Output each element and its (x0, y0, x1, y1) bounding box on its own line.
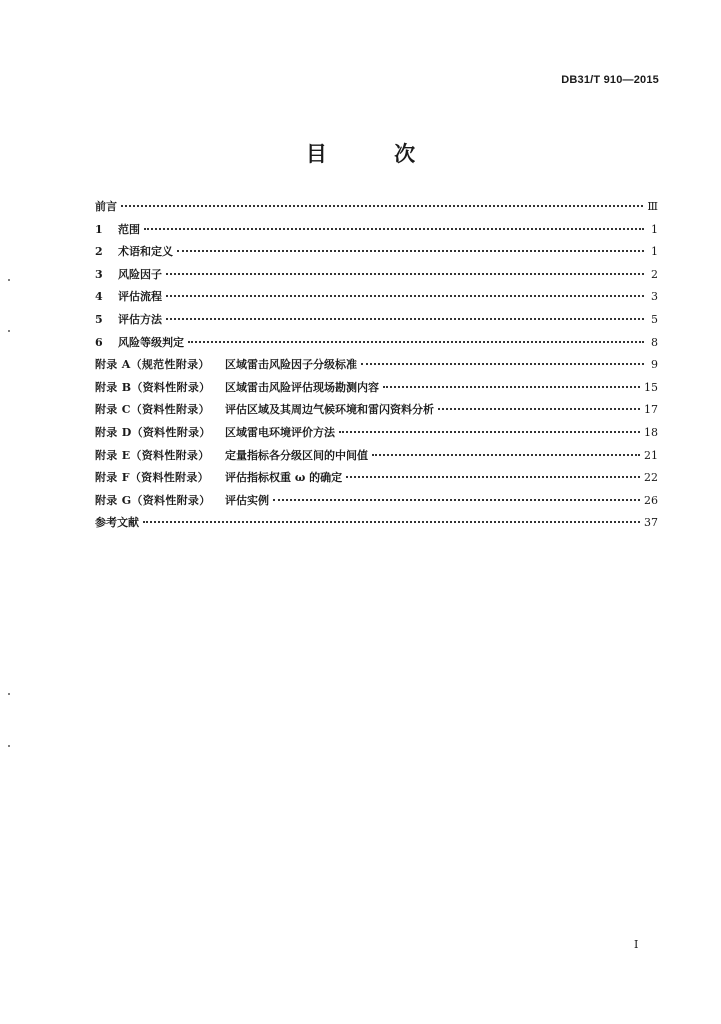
toc-entry (95, 266, 658, 289)
toc-entry-page: 1 (651, 245, 658, 259)
toc-entry-number: 6 (95, 335, 103, 349)
toc-entry (95, 334, 658, 357)
toc-entry-label: 范围 (118, 222, 140, 236)
scan-speck (8, 330, 10, 332)
toc-entry-number: 1 (95, 222, 103, 236)
toc-entry (95, 311, 658, 334)
scan-speck (8, 693, 10, 695)
toc-appendix-label: 附录 B（资料性附录） (95, 380, 211, 394)
dot-leader (144, 228, 644, 230)
toc-entry-label: 风险因子 (118, 267, 162, 281)
toc-entry-number: 4 (95, 290, 103, 304)
toc-entry-number: 5 (95, 312, 103, 326)
toc-entry-page: 8 (651, 335, 658, 349)
toc-entry-page: 22 (644, 471, 658, 485)
toc-entry (95, 447, 658, 470)
toc-entry-number: 3 (95, 267, 103, 281)
toc-entry-label: 定量指标各分级区间的中间值 (225, 448, 368, 462)
toc-entry-label: 评估流程 (118, 290, 162, 304)
dot-leader (339, 431, 640, 433)
toc-entry (95, 356, 658, 379)
toc-entry-label: 区域雷击风险因子分级标准 (225, 358, 357, 372)
toc-appendix-label: 附录 G（资料性附录） (95, 493, 211, 507)
toc-entry-page: 21 (644, 448, 658, 462)
dot-leader (188, 341, 644, 343)
toc-entry-page: 15 (644, 380, 658, 394)
page-title: 目 次 (305, 141, 446, 166)
dot-leader (166, 273, 644, 275)
toc-entry (95, 288, 658, 311)
scan-speck (8, 279, 10, 281)
toc-entry-label: 风险等级判定 (118, 335, 184, 349)
toc-entry (95, 492, 658, 515)
page-number: I (634, 938, 639, 951)
dot-leader (121, 205, 643, 207)
dot-leader (143, 521, 640, 523)
document-code: DB31/T 910—2015 (561, 74, 659, 86)
toc-entry-label: 评估指标权重 ω 的确定 (225, 471, 343, 485)
toc-appendix-label: 附录 A（规范性附录） (95, 358, 210, 372)
toc-entry-label: 评估区域及其周边气候环境和雷闪资料分析 (225, 403, 434, 417)
dot-leader (438, 408, 640, 410)
toc-entry (95, 424, 658, 447)
toc-entry-page: 2 (651, 267, 658, 281)
toc-entry-label: 术语和定义 (118, 245, 173, 259)
toc-entry-label: 评估实例 (225, 493, 269, 507)
toc-entry-page: 17 (644, 403, 658, 417)
dot-leader (383, 386, 640, 388)
toc-entry (95, 379, 658, 402)
toc-entry-page: 5 (651, 312, 658, 326)
dot-leader (177, 250, 644, 252)
toc-entry-page: 18 (644, 425, 658, 439)
toc-entry-label: 前言 (95, 200, 117, 213)
toc-entry-page: 37 (644, 516, 658, 530)
table-of-contents (95, 198, 658, 537)
toc-appendix-label: 附录 E（资料性附录） (95, 448, 210, 462)
dot-leader (166, 295, 644, 297)
toc-appendix-label: 附录 F（资料性附录） (95, 471, 209, 485)
toc-entry (95, 221, 658, 244)
toc-appendix-label: 附录 D（资料性附录） (95, 425, 211, 439)
toc-entry (95, 243, 658, 266)
dot-leader (346, 476, 640, 478)
dot-leader (372, 454, 640, 456)
toc-entry-number: 2 (95, 245, 103, 259)
toc-entry-page: 3 (651, 290, 658, 304)
toc-entry-page: 9 (651, 358, 658, 372)
toc-appendix-label: 附录 C（资料性附录） (95, 403, 210, 417)
toc-entry (95, 514, 658, 537)
toc-entry-label: 参考文献 (95, 516, 139, 530)
dot-leader (361, 363, 644, 365)
dot-leader (166, 318, 644, 320)
toc-entry-page: 26 (644, 493, 658, 507)
toc-entry-label: 区域雷击风险评估现场勘测内容 (225, 380, 379, 394)
scan-speck (8, 745, 10, 747)
toc-entry-label: 评估方法 (118, 312, 162, 326)
toc-entry (95, 401, 658, 424)
toc-entry-label: 区域雷电环境评价方法 (225, 425, 335, 439)
toc-entry (95, 198, 658, 221)
dot-leader (273, 499, 640, 501)
toc-entry (95, 469, 658, 492)
toc-entry-page: Ⅲ (647, 200, 658, 213)
toc-entry-page: 1 (651, 222, 658, 236)
